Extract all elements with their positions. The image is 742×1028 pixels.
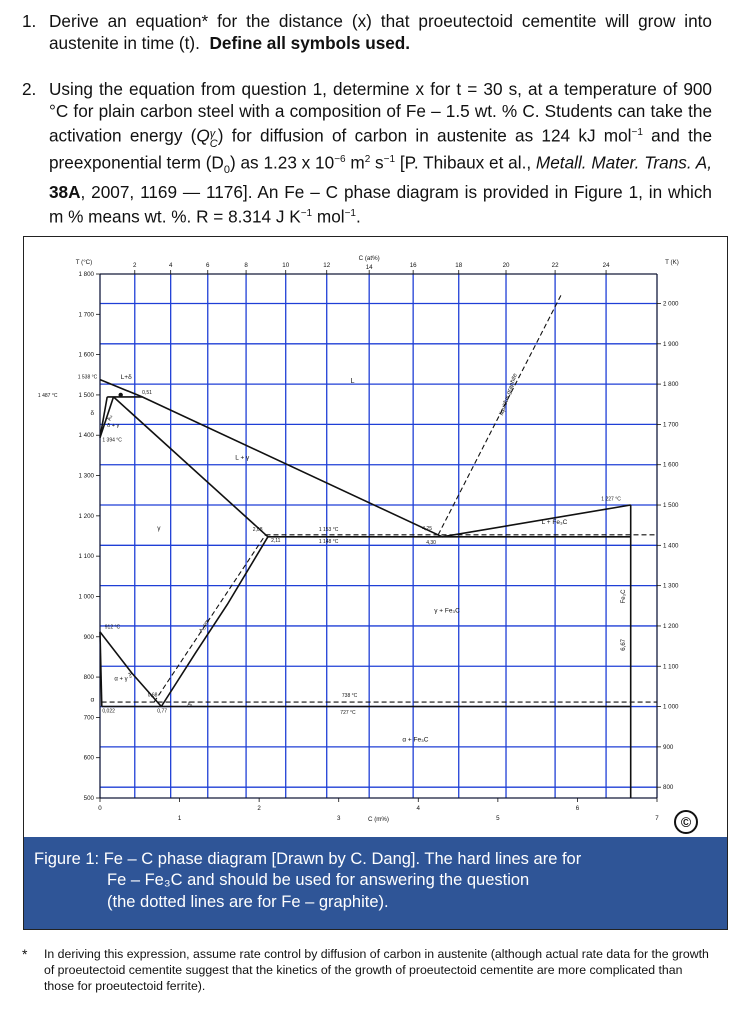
label-alpha_fe3c: α + Fe₃C [402,736,429,744]
label-fe3c: Fe₃C [621,589,628,604]
peritectic-point [118,393,122,397]
x2-tick-label-2: 6 [206,262,210,269]
label-L: L [350,377,355,385]
q2-sup-6: −6 [334,153,346,165]
y-tick-label-8: 1 300 [78,472,94,480]
q2-text-part4: ) as 1.23 x 10 [229,152,335,173]
label-gamma: γ [157,524,161,532]
y2-tick-label-7: 1 500 [663,502,679,510]
y2-tick-label-9: 1 700 [663,421,679,429]
x-tick-label-5: 5 [496,815,500,822]
q2-text-part3: and the preexponential term (D [49,125,713,173]
cc-license-icon [674,810,698,834]
x-tick-label-4: 4 [416,805,421,812]
x2-tick-label-9: 20 [502,262,510,269]
x-tick-label-7: 7 [655,815,659,822]
label-t1538: 1 538 °C [77,374,98,381]
q2-sup-gamma: γ [209,127,216,140]
x-tick-label-2: 2 [257,805,261,812]
label-delta_gamma: δ + γ [107,423,120,430]
diagram-labels [38,372,627,743]
q2-sup-1: −1 [631,127,643,138]
y-tick-label-12: 1 700 [78,311,94,319]
y-tick-label-4: 900 [83,633,94,641]
label-t1148: 1 148 °C [318,538,339,545]
label-t727: 727 °C [340,710,356,717]
y2-tick-label-11: 1 900 [663,340,679,348]
label-c068: 0,68 [147,692,158,699]
y-tick-label-1: 600 [83,754,94,762]
label-t1227: 1 227 °C [601,496,621,503]
label-c211: 2,11 [271,538,281,545]
x2-tick-label-4: 10 [282,262,290,269]
x2-tick-label-11: 24 [602,262,610,269]
footnote-star: * [22,946,28,962]
x-axis-title: C (m%) [368,816,389,823]
question-1-number: 1. [22,11,37,31]
label-A3: A₃ [126,671,135,680]
q2-sub-0: 0 [223,163,230,176]
q2-sub-c: C [209,137,218,150]
label-c0022: 0,022 [102,708,115,715]
x2-tick-label-10: 22 [551,262,559,269]
x2-tick-label-7: 16 [409,262,417,269]
x-tick-label-3: 3 [336,815,341,822]
y2-tick-label-10: 1 800 [663,381,679,389]
y-tick-label-5: 1 000 [78,593,94,601]
label-c425: 4,25 [422,525,432,532]
y-tick-label-11: 1 600 [78,351,94,359]
y-tick-label-7: 1 200 [78,512,94,520]
label-t738: 738 °C [341,693,358,700]
diagram-axes [76,255,679,823]
label-l_fe3c: L + Fe₃C [541,518,568,526]
phase-line-1 [114,397,268,537]
question-2-number: 2. [22,79,37,99]
label-c208: 2,08 [252,526,263,533]
y2-tick-label-1: 900 [663,743,674,751]
label-t1394: 1 394 °C [102,437,122,444]
q2-symbol-q: Q [196,125,210,146]
label-A4: A₄ [106,414,115,422]
label-c-6-67: 6,67 [621,638,628,651]
q2-text-part7: [P. Thibaux et al., [395,152,532,173]
y-tick-label-0: 500 [83,795,94,802]
y-tick-label-10: 1 500 [78,391,94,399]
figure-caption [24,837,727,929]
cc-license-symbol: © [680,814,692,830]
label-t1153: 1 153 °C [318,526,339,533]
label-gamma_fe3c: γ + Fe₃C [434,607,460,615]
figure-1 [23,236,728,930]
caption-line-3: (the dotted lines are for Fe – graphite). [107,893,389,911]
q2-sup-5: −1 [344,207,356,219]
label-liquidus-graphite: liquidus graphite [498,372,519,417]
q2-text-part1: Using the equation from question 1, determine x for t = 30 s, at a temperature of 900 °C for plain carbon steel with a composition of Fe – 1.5 wt. % C. Students can take the activation energy ( [49,79,712,146]
label-A1: A₁ [187,701,193,708]
question-1-body: Derive an equation* for the distance (x) that proeutectoid cementite will grow into austenite in time (t). [49,11,712,53]
y2-tick-label-5: 1 300 [663,582,679,590]
question-1-text [49,10,712,54]
q2-text-part6: s [370,152,384,173]
x2-tick-label-0: 2 [133,262,137,269]
y2-tick-label-12: 2 000 [663,300,679,308]
question-2-text [49,78,712,228]
q2-text-part9: mol [316,206,345,227]
x-tick-label-0: 0 [98,805,102,812]
y-tick-label-2: 700 [83,714,94,722]
q2-text-part5: m [345,152,365,173]
label-c077: 0,77 [157,708,168,715]
label-alpha_gamma: α + γ [114,676,128,683]
label-L_gamma: L + γ [235,454,250,462]
q2-sup-2: 2 [364,153,371,165]
x2-tick-label-6: 14 [365,264,373,271]
x2-tick-label-1: 4 [168,262,173,269]
x-tick-label-1: 1 [177,815,182,822]
label-Acm: A_cm [198,618,211,634]
x2-tick-label-3: 8 [244,262,248,269]
y-axis-title: T (°C) [75,259,93,266]
y-tick-label-3: 800 [83,674,94,682]
q2-journal: Metall. Mater. Trans. A, [535,152,713,173]
q2-text-part2: ) for diffusion of carbon in austenite as 124 kJ mol [217,125,632,146]
label-l_delta: L+δ [120,373,132,381]
caption-line-2: Fe – Fe₃C and should be used for answering the question [107,871,530,889]
label-c051: 0,51 [142,390,152,397]
label-c430: 4,30 [426,540,436,547]
q2-text-part10: . [356,206,361,227]
x-tick-label-6: 6 [575,805,580,812]
x2-axis-title: C (at%) [358,255,380,262]
label-alpha: α [90,696,95,704]
label-t912: 912 °C [104,624,121,631]
caption-line-1: Figure 1: Fe – C phase diagram [Drawn by C. Dang]. The hard lines are for [34,850,582,868]
label-delta: δ [90,410,95,418]
y-tick-label-13: 1 800 [78,271,94,278]
q2-volume: 38A [49,181,81,202]
phase-line-2 [161,537,268,707]
y2-tick-label-4: 1 200 [663,622,679,630]
y2-tick-label-0: 800 [663,784,674,792]
y2-tick-label-3: 1 100 [663,663,679,671]
y-tick-label-9: 1 400 [78,432,94,440]
q2-sup-3: −1 [383,153,396,165]
diagram-curves [100,294,657,798]
y-tick-label-6: 1 100 [78,553,94,561]
q2-sup-4: −1 [300,207,313,219]
x2-tick-label-8: 18 [455,262,463,269]
label-t1487: 1 487 °C [37,392,58,399]
q2-text-part8: , 2007, 1169 — 1176]. An Fe – C phase diagram is provided in Figure 1, in which m % means wt. %. R = 8.314 J K [49,181,712,227]
y2-tick-label-8: 1 600 [663,461,679,469]
footnote-text: In deriving this expression, assume rate control by diffusion of carbon in austenite (although actual rate data for the growth of proeutectoid cementite suggest that the kinetics of the growth of proeutectoid cementite are more complicated than those for proeutectoid ferrite). [44,947,709,993]
question-1-emphasis: Define all symbols used. [209,33,411,53]
y2-tick-label-2: 1 000 [663,703,679,711]
x2-tick-label-5: 12 [323,262,331,269]
fe-c-phase-diagram [24,237,727,837]
y2-axis-title: T (K) [665,259,679,266]
y2-tick-label-6: 1 400 [663,542,679,550]
